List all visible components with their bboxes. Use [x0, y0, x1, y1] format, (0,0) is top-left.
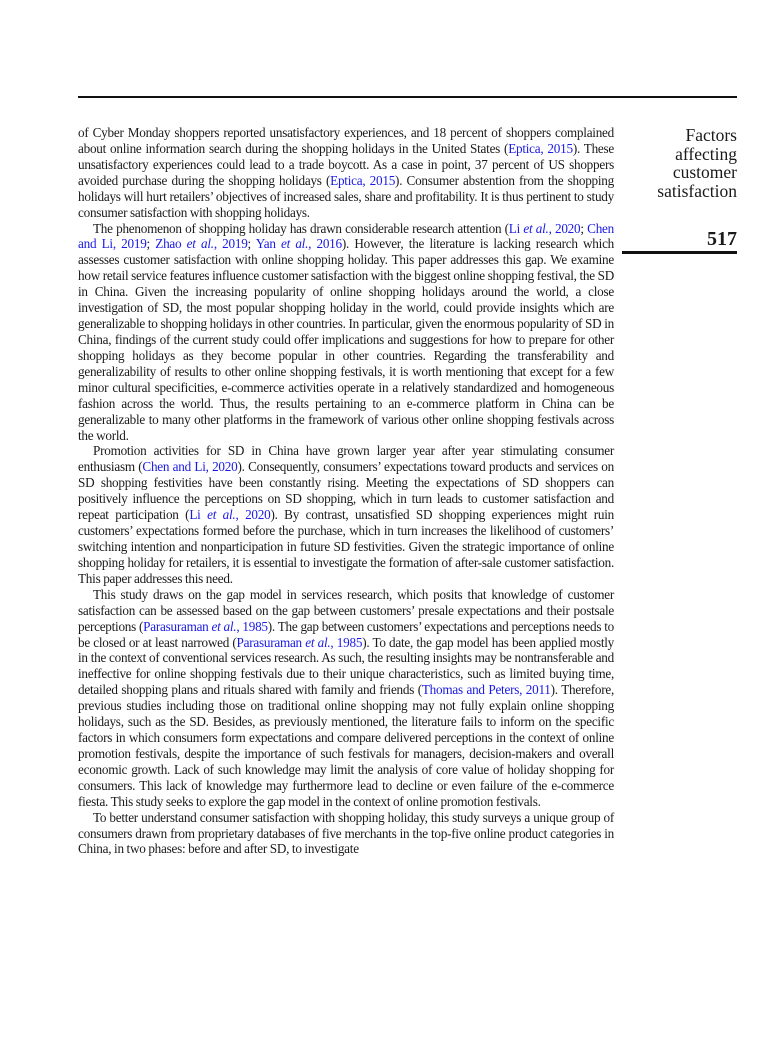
citation-link[interactable]: et al. — [211, 618, 237, 634]
citation-link[interactable]: Yan — [255, 236, 281, 252]
citation-link[interactable]: , 2016 — [308, 236, 342, 252]
text-run: of Cyber Monday shoppers reported unsatisfactory experiences, and 18 percent of shoppers complained about online information search during the shopping holidays in the United States ( — [78, 125, 614, 156]
citation-link[interactable]: et al. — [186, 236, 214, 252]
citation-link[interactable]: Li — [508, 220, 524, 236]
running-head-line: affecting — [675, 143, 737, 164]
text-run: ). Therefore, previous studies including those on traditional online shopping may not fully explain online shopping holidays, such as the SD. Besides, as previously mentioned, the literature fails to inform on the specific factors in which consumers form expectations and compare delivered perceptions in the context of online promotion festivals, despite the importance of such festivals for managers, decision-makers and overall economic growth. Lack of such knowledge may limit the analysis of core value of holiday shopping for consumers. This lack of knowledge may furthermore lead to decline or even failure of the e-commerce fiesta. This study seeks to explore the gap model in the context of online promotion festivals. — [78, 682, 614, 809]
citation-link[interactable]: , 2019 — [213, 236, 248, 252]
citation-link[interactable]: Parasuraman — [236, 634, 306, 650]
text-run: ; — [146, 236, 156, 252]
text-run: ). Consequently, consumers’ expectations toward products and services on SD shopping festivities have been constantly rising. Meeting the expectations of SD shoppers can positively influence the perceptions on SD shopping, which in turn leads to customer satisfaction and repeat participation ( — [78, 459, 614, 523]
paragraph — [78, 221, 614, 444]
text-run: ). To date, the gap model has been applied mostly in the context of conventional services research. As such, the resulting insights may be nontransferable and ineffective for online shopping festivals due to their unique characteristics, such as limited buying time, detailed shopping plans and rituals shared with family and friends ( — [78, 634, 614, 698]
page-number-rule — [622, 251, 737, 254]
citation-link[interactable]: , 2020 — [235, 507, 271, 523]
citation-link[interactable]: , 1985 — [236, 618, 268, 634]
citation-link[interactable]: Zhao — [155, 236, 187, 252]
citation-link[interactable]: Eptica, 2015 — [508, 140, 573, 156]
citation-link[interactable]: Chen and Li, 2020 — [142, 459, 238, 475]
running-head-line: satisfaction — [657, 180, 737, 201]
paragraph — [78, 125, 614, 221]
paragraph — [78, 443, 614, 586]
running-head — [607, 126, 737, 200]
citation-link[interactable]: et al. — [207, 507, 236, 523]
running-head-line: Factors — [685, 125, 737, 145]
citation-link[interactable]: et al. — [305, 634, 331, 650]
text-run: Promotion activities for SD in China have grown larger year after year stimulating consumer enthusiasm ( — [78, 443, 614, 475]
citation-link[interactable]: Thomas and Peters, 2011 — [421, 682, 551, 698]
text-run: ). However, the literature is lacking research which assesses customer satisfaction with online shopping holiday. This paper addresses this gap. We examine how retail service features influence customer satisfaction with the biggest online shopping festival, the SD in China. Given the increasing popularity of online shopping holidays around the world, a close investigation of SD, the most popular shopping holiday in the world, could provide insights which are generalizable to shopping holidays in other countries. In particular, given the enormous popularity of SD in China, findings of the current study could offer implications and suggestions for how to prepare for other shopping holidays as they become popular in other countries. Regarding the transferability and generalizability of results to other online shopping festivals, it is worth mentioning that except for a few minor cultural specificities, e-commerce activities operate in a relatively standardized and homogeneous fashion across the world. Thus, the results pertaining to an e-commerce platform in China can be generalizable to many other platforms in the framework of various other online shopping festivals across the world. — [78, 236, 615, 443]
citation-link[interactable]: et al. — [523, 220, 549, 236]
paragraph — [78, 587, 614, 810]
text-run: ). These unsatisfactory experiences could lead to a trade boycott. As a case in point, 37 percent of US shoppers avoided purchase during the shopping holidays ( — [78, 140, 615, 188]
top-rule — [78, 96, 737, 98]
citation-link[interactable]: Chen and Li, 2019 — [78, 220, 614, 252]
citation-link[interactable]: Parasuraman — [143, 618, 212, 634]
text-run: This study draws on the gap model in services research, which posits that knowledge of customer satisfaction can be assessed based on the gap between customers’ presale expectations and their postsale perceptions ( — [78, 586, 614, 634]
body-text — [78, 125, 614, 857]
page-number: 517 — [707, 228, 737, 250]
text-run: ; — [580, 220, 588, 236]
text-run: The phenomenon of shopping holiday has drawn considerable research attention ( — [93, 220, 509, 236]
text-run: To better understand consumer satisfaction with shopping holiday, this study surveys a unique group of consumers drawn from proprietary databases of five merchants in the top-five online product categories in China, in two phases: before and after SD, to investigate — [78, 809, 614, 857]
citation-link[interactable]: Li — [189, 507, 208, 523]
running-head-line: customer — [672, 162, 737, 182]
citation-link[interactable]: Eptica, 2015 — [330, 172, 396, 188]
text-run: ; — [247, 236, 256, 252]
text-run: ). The gap between customers’ expectations and perceptions needs to be closed or at least narrowed ( — [78, 618, 614, 650]
citation-link[interactable]: , 1985 — [330, 634, 363, 650]
text-run: ). By contrast, unsatisfied SD shopping experiences might ruin customers’ expectations formed before the purchase, which in turn increases the likelihood of customers’ switching intention and nonparticipation in future SD festivities. Given the strategic importance of online shopping holiday for retailers, it is essential to investigate the formation of after-sale customer satisfaction. This paper addresses this need. — [78, 507, 615, 586]
paragraph — [78, 810, 614, 858]
citation-link[interactable]: , 2020 — [548, 220, 581, 236]
text-run: ). Consumer abstention from the shopping holidays will hurt retailers’ objectives of increased sales, share and profitability. It is thus pertinent to study consumer satisfaction with shopping holidays. — [78, 172, 614, 220]
citation-link[interactable]: et al. — [281, 236, 309, 252]
